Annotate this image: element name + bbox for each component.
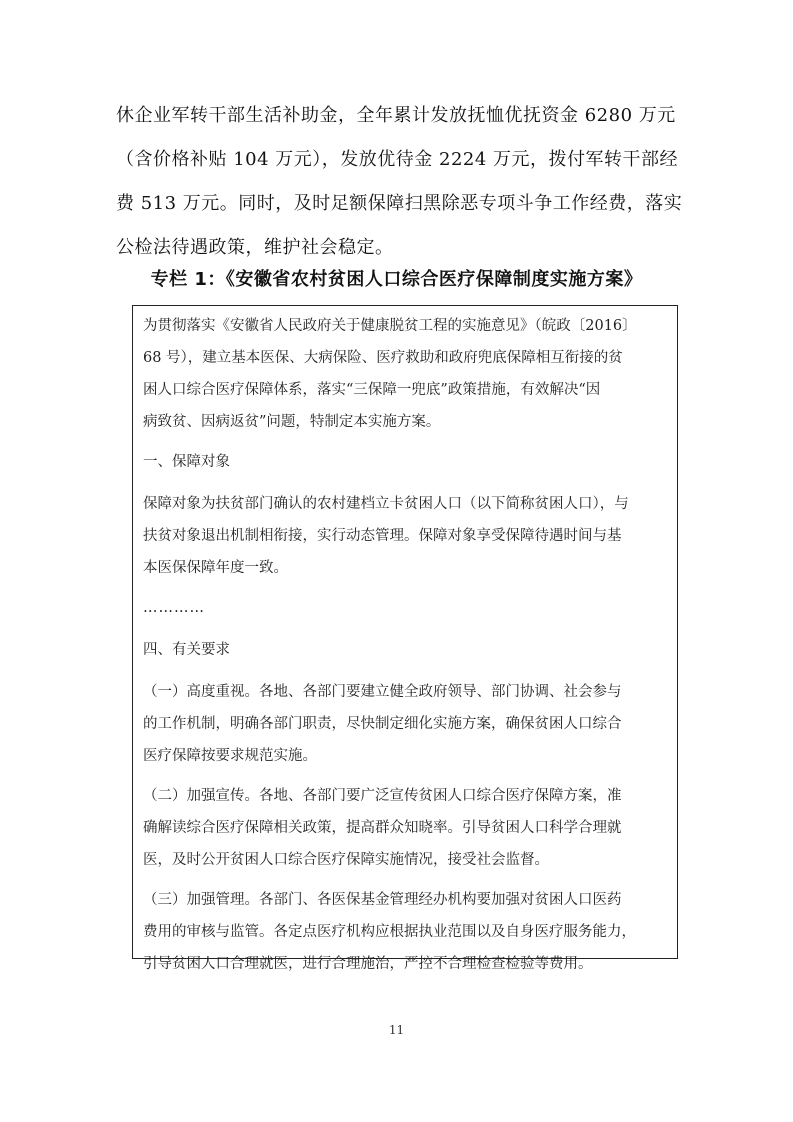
requirement-paragraph-3 bbox=[143, 884, 667, 980]
box-title: 专栏 1：《安徽省农村贫困人口综合医疗保障制度实施方案》 bbox=[150, 269, 643, 290]
text-line: 扶贫对象退出机制相衔接，实行动态管理。保障对象享受保障待遇时间与基 bbox=[143, 528, 622, 544]
text-line: 病致贫、因病返贫”问题，特制定本实施方案。 bbox=[143, 414, 441, 430]
text-line: （二）加强宣传。各地、各部门要广泛宣传贫困人口综合医疗保障方案，准 bbox=[143, 788, 622, 804]
section-heading-4: 四、有关要求 bbox=[143, 642, 230, 658]
text-line: 为贯彻落实《安徽省人民政府关于健康脱贫工程的实施意见》（皖政〔2016〕 bbox=[143, 318, 637, 334]
text-line: 医，及时公开贫困人口综合医疗保障实施情况，接受社会监督。 bbox=[143, 852, 549, 868]
intro-line: 公检法待遇政策，维护社会稳定。 bbox=[116, 237, 394, 258]
text-line: （一）高度重视。各地、各部门要建立健全政府领导、部门协调、社会参与 bbox=[143, 684, 622, 700]
text-line: 68 号），建立基本医保、大病保险、医疗救助和政府兜底保障相互衔接的贫 bbox=[143, 350, 623, 366]
policy-box bbox=[132, 305, 678, 972]
section-heading-1: 一、保障对象 bbox=[143, 454, 230, 470]
intro-text bbox=[116, 94, 700, 270]
coverage-paragraph bbox=[143, 488, 667, 584]
text-line: 的工作机制，明确各部门职责，尽快制定细化实施方案，确保贫困人口综合 bbox=[143, 716, 622, 732]
intro-line: 费 513 万元。同时，及时足额保障扫黑除恶专项斗争工作经费，落实 bbox=[116, 193, 683, 214]
text-line: 确解读综合医疗保障相关政策，提高群众知晓率。引导贫困人口科学合理就 bbox=[143, 820, 622, 836]
text-line: 引导贫困人口合理就医，进行合理施治，严控不合理检查检验等费用。 bbox=[143, 956, 593, 972]
page-number: 11 bbox=[388, 1023, 405, 1037]
requirement-paragraph-1 bbox=[143, 676, 667, 772]
ellipsis: ………… bbox=[143, 600, 205, 616]
intro-paragraph bbox=[143, 310, 667, 438]
text-line: 医疗保障按要求规范实施。 bbox=[143, 748, 317, 764]
text-line: 保障对象为扶贫部门确认的农村建档立卡贫困人口（以下简称贫困人口），与 bbox=[143, 496, 629, 512]
requirement-paragraph-2 bbox=[143, 780, 667, 876]
intro-line: （含价格补贴 104 万元），发放优待金 2224 万元，拨付军转干部经 bbox=[116, 149, 679, 170]
text-line: （三）加强管理。各部门、各医保基金管理经办机构要加强对贫困人口医药 bbox=[143, 892, 622, 908]
text-line: 困人口综合医疗保障体系，落实“三保障一兜底”政策措施，有效解决“因 bbox=[143, 382, 601, 398]
intro-line: 休企业军转干部生活补助金，全年累计发放抚恤优抚资金 6280 万元 bbox=[116, 105, 676, 126]
text-line: 费用的审核与监管。各定点医疗机构应根据执业范围以及自身医疗服务能力， bbox=[143, 924, 636, 940]
text-line: 本医保保障年度一致。 bbox=[143, 560, 288, 576]
